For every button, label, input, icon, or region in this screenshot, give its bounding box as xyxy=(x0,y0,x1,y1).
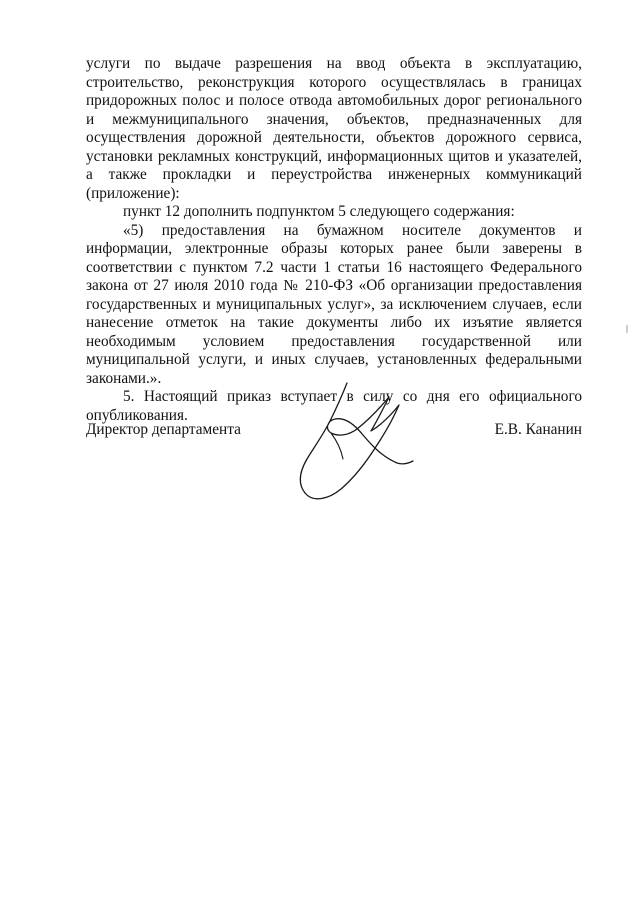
signatory-title: Директор департамента xyxy=(86,421,241,438)
paragraph-effective-date: 5. Настоящий приказ вступает в силу со дня его официального опубликования. xyxy=(86,388,582,424)
signatory-name: Е.В. Кананин xyxy=(494,421,582,438)
paragraph-point-12: пункт 12 дополнить подпунктом 5 следующего содержания: xyxy=(123,203,515,220)
document-body xyxy=(86,55,582,425)
scan-artifact xyxy=(626,325,628,333)
paragraph-services-continuation: услуги по выдаче разрешения на ввод объекта в эксплуатацию, строительство, реконструкция которого осуществлялась в границах придорожных полос и полосе отвода автомобильных дорог регионального и межмуниципального значения, объектов, предназначенных для осуществления дорожной деятельности, объектов дорожного сервиса, установки рекламных конструкций, информационных щитов и указателей, а также прокладки и переустройства инженерных коммуникаций (приложение): xyxy=(86,55,582,202)
signature-block xyxy=(86,421,582,445)
paragraph-subpoint-5: «5) предоставления на бумажном носителе документов и информации, электронные образы которых ранее были заверены в соответствии с пунктом 7.2 части 1 статьи 16 настоящего Федерального закона от 27 июля 2010 года № 210-ФЗ «Об организации предоставления государственных и муниципальных услуг», за исключением случаев, если нанесение отметок на такие документы либо их изъятие является необходимым условием предоставления государственной или муниципальной услуги, и иных случаев, установленных федеральными законами.». xyxy=(86,221,582,387)
handwritten-signature xyxy=(285,375,425,515)
